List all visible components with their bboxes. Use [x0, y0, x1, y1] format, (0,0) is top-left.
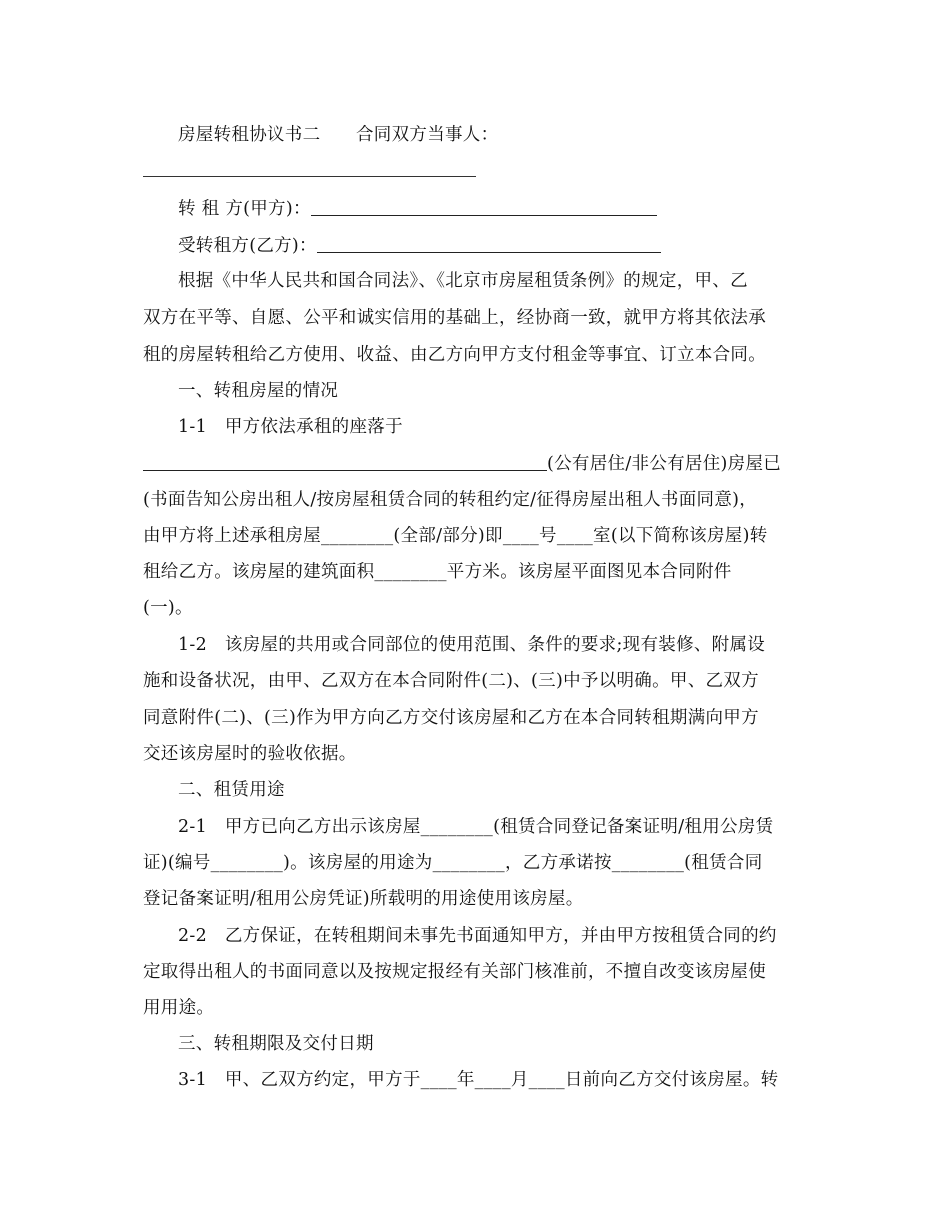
party-a-line	[178, 195, 838, 220]
clause-line	[143, 450, 803, 475]
party-b-line	[178, 232, 838, 257]
clause-line: (一)。	[143, 598, 193, 618]
clause-line: 用用途。	[143, 998, 215, 1018]
title-underline-rule	[143, 176, 476, 177]
section-heading: 二、租赁用途	[178, 780, 285, 800]
clause-line: 施和设备状况，由甲、乙双方在本合同附件(二)、(三)中予以明确。甲、乙双方	[143, 671, 759, 691]
section-heading: 一、转租房屋的情况	[178, 381, 339, 401]
paragraph-line: 根据《中华人民共和国合同法》、《北京市房屋租赁条例》的规定，甲、乙	[178, 271, 748, 291]
clause-line: 租给乙方。该房屋的建筑面积________平方米。该房屋平面图见本合同附件	[143, 562, 732, 582]
clause-line: (书面告知公房出租人/按房屋租赁合同的转租约定/征得房屋出租人书面同意)，	[143, 490, 758, 510]
clause-line: 交还该房屋时的验收依据。	[143, 744, 357, 764]
clause-line: 由甲方将上述承租房屋________(全部/部分)即____号____室(以下简称该房屋)转	[143, 526, 768, 546]
clause-line: 1-1 甲方依法承租的座落于	[178, 417, 403, 437]
location-blank	[143, 469, 547, 471]
doc-title-line: 房屋转租协议书二 合同双方当事人：	[178, 125, 499, 145]
clause-line: 1-2 该房屋的共用或合同部位的使用范围、条件的要求;现有装修、附属设	[178, 635, 766, 655]
clause-line: 定取得出租人的书面同意以及按规定报经有关部门核准前，不擅自改变该房屋使	[143, 962, 766, 982]
section-heading: 三、转租期限及交付日期	[178, 1034, 374, 1054]
paragraph-line: 租的房屋转租给乙方使用、收益、由乙方向甲方支付租金等事宜、订立本合同。	[143, 345, 766, 365]
paragraph-line: 双方在平等、自愿、公平和诚实信用的基础上，经协商一致，就甲方将其依法承	[143, 308, 766, 328]
party-a-label: 转 租 方(甲方)：	[178, 199, 311, 219]
party-a-blank	[311, 214, 657, 216]
clause-line: 证)(编号________)。该房屋的用途为________，乙方承诺按________(租赁合同	[143, 853, 763, 873]
clause-line: 2-1 甲方已向乙方出示该房屋________(租赁合同登记备案证明/租用公房赁	[178, 817, 774, 837]
clause-line: 3-1 甲、乙双方约定，甲方于____年____月____日前向乙方交付该房屋。转	[178, 1070, 779, 1090]
party-b-blank	[317, 251, 661, 253]
clause-line: 2-2 乙方保证，在转租期间未事先书面通知甲方，并由甲方按租赁合同的约	[178, 926, 777, 946]
clause-line: 登记备案证明/租用公房凭证)所载明的用途使用该房屋。	[143, 889, 584, 909]
clause-text: (公有居住/非公有居住)房屋已	[547, 454, 782, 474]
party-b-label: 受转租方(乙方)：	[178, 236, 317, 256]
clause-line: 同意附件(二)、(三)作为甲方向乙方交付该房屋和乙方在本合同转租期满向甲方	[143, 708, 759, 728]
